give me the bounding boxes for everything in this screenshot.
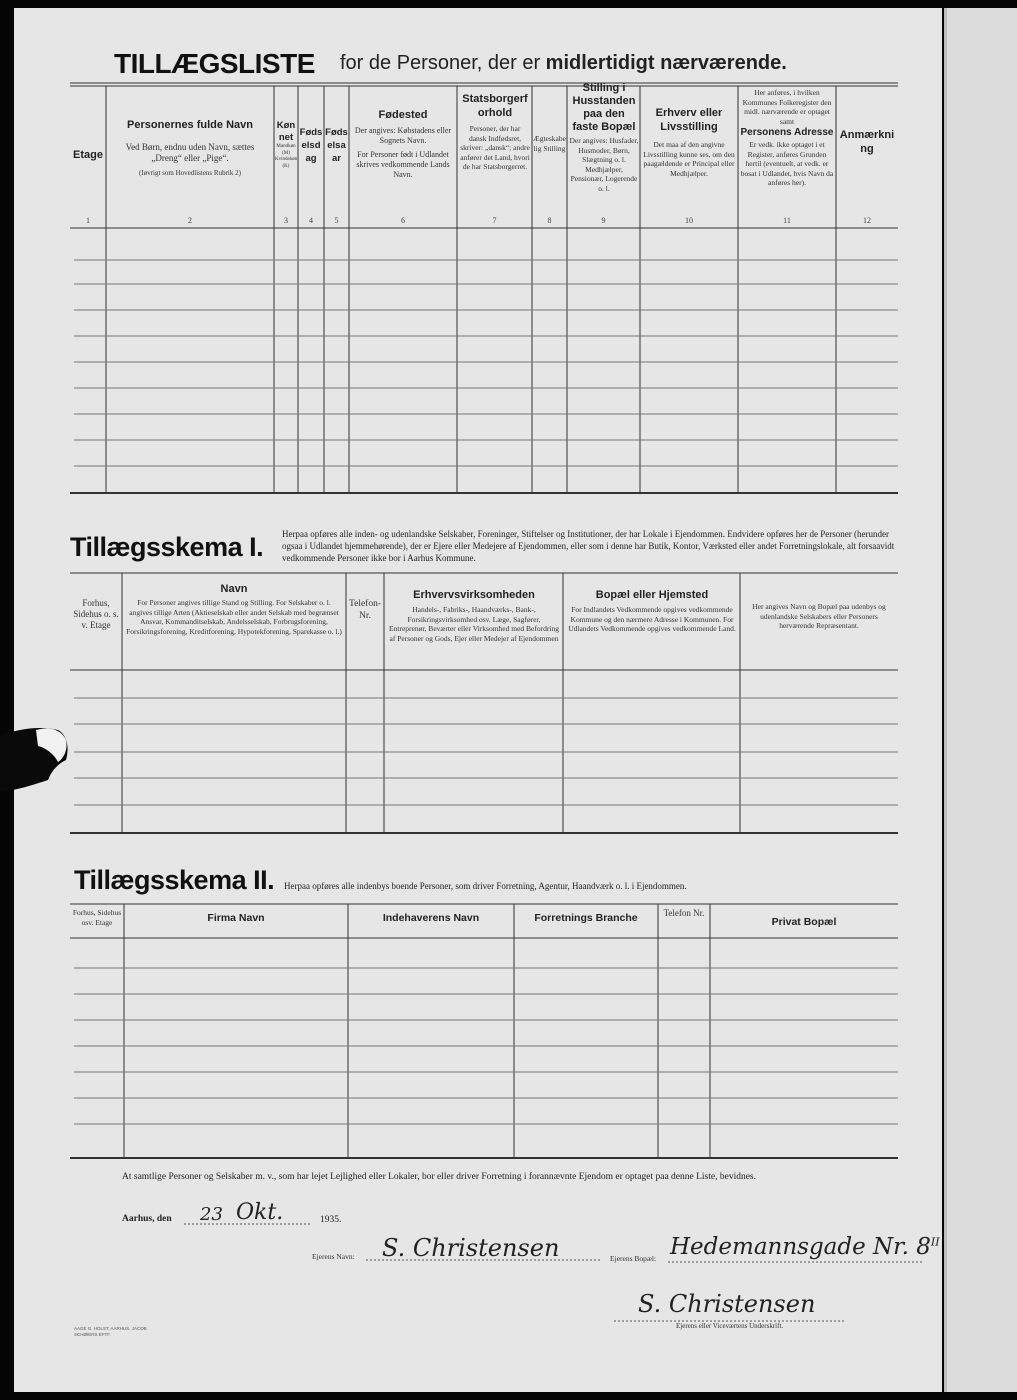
skema1-intro: Herpaa opføres alle inden- og udenlandske Selskaber, Foreninger, Stiftelser og Institutioner, der har Lokale i Ejendommen. Endvidere opføres her de Personer (herunder ogsaa i Udlandet hjemmehørende), der er Ejere eller Medejere af Ejendommen, eller som i denne har Butik, Kontor, Værksted eller andet Forretningslokale, alt forsaavidt vedkommende Personer ikke bor i Aarhus Kommune.: [282, 529, 895, 563]
col-navn-note: (Iøvrigt som Hovedlistens Rubrik 2): [139, 169, 241, 177]
col-num-3: 3: [284, 216, 288, 225]
col-koennet: [275, 120, 297, 170]
col-adresse-pre: Her anføres, i hvilken Kommunes Folkeregister den midl. nærværende er optaget samt: [742, 88, 832, 126]
skema1-col-erhverv-heading: Erhvervsvirksomheden: [413, 589, 535, 601]
skema2-col-privat-bopael: Privat Bopæl: [771, 916, 837, 928]
skema1-col-navn: [126, 582, 342, 636]
skema1-col-repraesentant-desc: Her angives Navn og Bopæl paa udenbys og udenlandske Selskabers eller Personers herværende Repræsentant.: [752, 602, 886, 630]
owner-address-label: Ejerens Bopæl:: [610, 1254, 657, 1263]
col-erhverv: [642, 106, 736, 178]
col-erhverv-desc: Det maa af den angivne Livsstilling kunne ses, om den paagældende er Principal eller Medhjælper.: [643, 140, 735, 178]
col-foedselsaar: [325, 126, 348, 165]
col-adresse-desc: Er vedk. ikke optaget i et Register, anføres Grunden hertil (eventuelt, at vedk. er bosat i Udlandet, hvis Navn da anføres her).: [740, 140, 834, 187]
skema1-col-telefon: Telefon-Nr.: [348, 599, 382, 621]
col-foedested-heading: Fødested: [378, 109, 428, 121]
col-foedselsdag-heading: Fødselsdag: [299, 127, 323, 164]
col-foedested-note: For Personer født i Udlandet skrives vedkommende Lands Navn.: [356, 150, 450, 179]
owner-name: S. Christensen: [382, 1234, 560, 1262]
skema2-col-firma: Firma Navn: [207, 912, 265, 924]
col-foedested: [352, 108, 454, 180]
printer-imprint: AAGE G. HOLST, AARHUS. JACOB SCHØIERS EFTF.: [74, 1326, 147, 1337]
date-day: 23: [200, 1204, 223, 1225]
skema1-col-erhverv: [388, 588, 560, 643]
col-statsborger-heading: Statsborgerforhold: [462, 93, 528, 119]
place-label: Aarhus, den: [122, 1214, 172, 1224]
skema1-col-bopael: [566, 588, 738, 634]
col-etage: [70, 148, 106, 162]
subtitle-part-2: midlertidigt nærværende.: [545, 52, 787, 74]
facing-page-edge: [944, 8, 1017, 1392]
skema2-col-etage: Forhus, Sidehus osv. Etage: [72, 908, 122, 927]
tillaegsliste-title: TILLÆGSLISTE: [114, 48, 315, 79]
col-anmaerkning-heading: Anmærkning: [839, 129, 895, 155]
col-aegteskabelig: [533, 134, 566, 153]
signature: S. Christensen: [638, 1290, 816, 1318]
col-num-12: 12: [863, 216, 871, 225]
col-navn: [110, 118, 270, 178]
skema1-col-etage: Forhus, Sidehus o. s. v. Etage: [73, 598, 119, 630]
skema2-col-telefon: Telefon Nr.: [663, 908, 705, 918]
col-num-9: 9: [601, 216, 606, 225]
skema1-col-repraesentant: [746, 602, 892, 631]
col-adresse-heading: Personens Adresse: [740, 127, 834, 138]
col-num-5: 5: [334, 216, 339, 225]
col-foedested-desc: Der angives: Købstadens eller Sognets Navn.: [354, 126, 452, 145]
col-foedselsaar-heading: Fødselsaar: [325, 127, 348, 164]
col-num-1: 1: [86, 216, 90, 225]
col-statsborger: [460, 92, 530, 172]
col-foedselsdag: [299, 126, 323, 165]
skema2-intro: Herpaa opføres alle indenbys boende Personer, som driver Forretning, Agentur, Haandværk o. l. i Ejendommen.: [284, 881, 687, 891]
skema2-title: Tillægsskema II.: [74, 865, 275, 895]
col-anmaerkning: [838, 128, 896, 156]
col-stilling-heading: Stilling i Husstanden paa den faste Bopæl: [572, 82, 636, 133]
col-adresse: [740, 88, 834, 188]
col-navn-heading: Personernes fulde Navn: [127, 119, 253, 131]
col-statsborger-desc: Personer, der har dansk Indfødsret, skriver: „dansk“; andre anfører det Land, hvori de har Statsborgerret.: [460, 124, 530, 171]
col-num-2: 2: [188, 216, 192, 225]
skema1-col-navn-desc: For Personer angives tillige Stand og Stilling. For Selskaber o. l. angives tillige Arten (Aktieselskab eller andet Selskab med begrænset Ansvar, Kommanditselskab, Andelsselskab, Forbrugsforening, Forsikringsforening, Kreditforening, Hypotekforening, Sparekasse o. l.): [126, 598, 342, 636]
skema1-title: Tillægsskema I.: [70, 532, 264, 562]
owner-address-text: Hedemannsgade Nr. 8: [670, 1234, 931, 1260]
col-num-11: 11: [783, 216, 791, 225]
col-stilling-desc: Der angives: Husfader, Husmoder, Børn, Slægtning o. l. Medhjælper, Pensionær, Logerende o. l.: [569, 136, 639, 193]
binder-clip-icon: [0, 726, 70, 796]
col-erhverv-heading: Erhverv eller Livsstilling: [655, 107, 723, 133]
subtitle-part-1: for de Personer, der er: [340, 52, 541, 74]
skema1-col-erhverv-desc: Handels-, Fabriks-, Haandværks-, Bank-, Forsikringsvirksomhed osv. Læge, Sagfører, Entreprenør, Beværter eller Virksomhed med Befordring af Personer og Gods, Ejer eller Medejer af Ejendommen: [389, 605, 559, 643]
skema1-col-bopael-heading: Bopæl eller Hjemsted: [595, 589, 709, 601]
owner-address-floor: II: [930, 1235, 940, 1249]
col-aegteskabelig-heading: Ægteskabelig Stilling: [533, 134, 566, 153]
date-year: 1935.: [320, 1215, 342, 1225]
col-num-10: 10: [685, 216, 693, 225]
col-num-6: 6: [401, 216, 405, 225]
skema1-col-navn-heading: Navn: [220, 583, 248, 595]
form-page: [14, 8, 942, 1392]
owner-name-label: Ejerens Navn:: [312, 1252, 355, 1261]
col-num-7: 7: [492, 216, 497, 225]
col-stilling: [569, 82, 639, 193]
skema1-col-bopael-desc: For Indlandets Vedkommende opgives vedkommende Kommune og den nærmere Adresse i Kommunen. For Udlandets Vedkommende opgives vedkommende Land.: [568, 605, 736, 633]
skema2-col-branche: Forretnings Branche: [534, 912, 638, 924]
col-num-8: 8: [547, 216, 552, 225]
col-etage-heading: Etage: [73, 149, 103, 161]
date-month: Okt.: [236, 1200, 284, 1225]
col-num-4: 4: [309, 216, 313, 225]
col-koennet-desc: Mandkøn (M) Kvindekøn (K): [275, 144, 298, 169]
signature-label: Ejerens eller Viceværtens Underskrift.: [676, 1322, 784, 1330]
col-koennet-heading: Kønnet: [276, 120, 296, 143]
skema2-col-indehaver: Indehaverens Navn: [382, 912, 480, 924]
certification-text: At samtlige Personer og Selskaber m. v., som har lejet Lejlighed eller Lokaler, bor eller driver Forretning i forannævnte Ejendom er optaget paa denne Liste, bevidnes.: [122, 1172, 756, 1182]
col-navn-desc: Ved Børn, endnu uden Navn, sættes „Dreng“ eller „Pige“.: [125, 142, 255, 163]
owner-address: [670, 1234, 940, 1260]
